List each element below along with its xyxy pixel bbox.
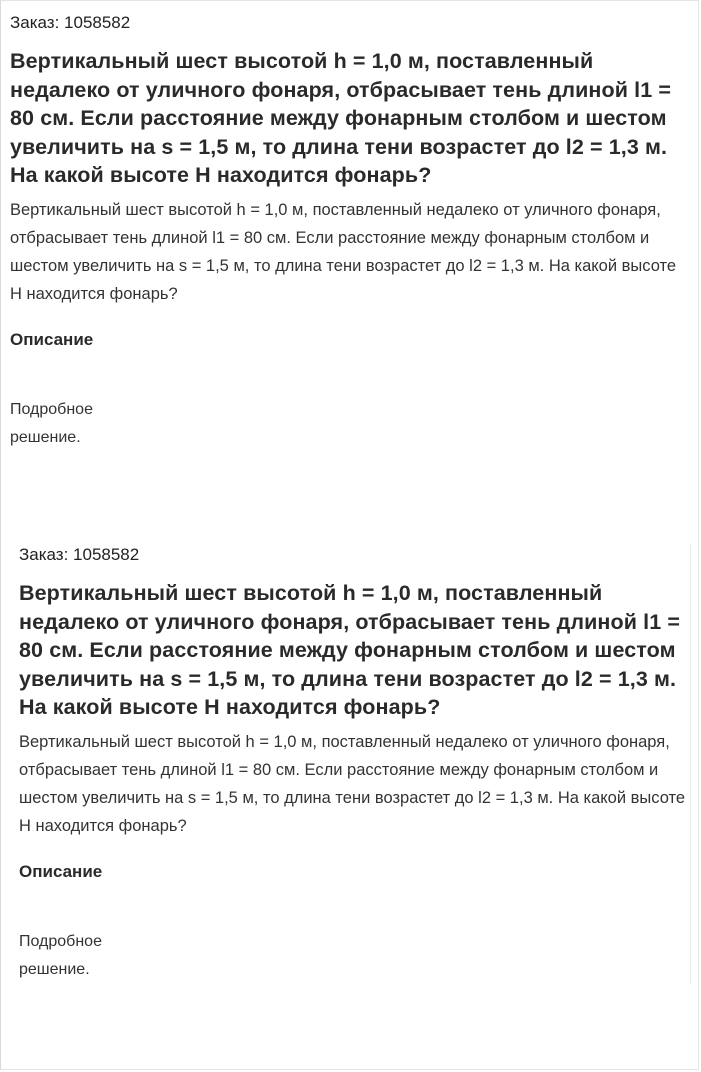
description-text: Подробное решение. [19,932,102,978]
order-number: Заказ: 1058582 [10,13,131,32]
order-number: Заказ: 1058582 [19,545,140,564]
problem-title: Вертикальный шест высотой h = 1,0 м, поставленный недалеко от уличного фонаря, отбрасывает тень длиной l1 = 80 см. Если расстояние между фонарным столбом и шестом увеличить на s = 1,5 м, то длина тени возрастет до l2 = 1,3 м. На какой высоте H находится фонарь? [10,49,671,187]
description-text: Подробное решение. [10,400,93,446]
problem-text: Вертикальный шест высотой h = 1,0 м, поставленный недалеко от уличного фонаря, отбрасывает тень длиной l1 = 80 см. Если расстояние между фонарным столбом и шестом увеличить на s = 1,5 м, то длина тени возрастет до l2 = 1,3 м. На какой высоте H находится фонарь? [10,200,677,303]
order-block-2 [11,543,691,984]
problem-title: Вертикальный шест высотой h = 1,0 м, поставленный недалеко от уличного фонаря, отбрасывает тень длиной l1 = 80 см. Если расстояние между фонарным столбом и шестом увеличить на s = 1,5 м, то длина тени возрастет до l2 = 1,3 м. На какой высоте H находится фонарь? [19,581,680,719]
description-heading: Описание [10,329,94,349]
order-block-1 [10,11,690,452]
problem-text: Вертикальный шест высотой h = 1,0 м, поставленный недалеко от уличного фонаря, отбрасывает тень длиной l1 = 80 см. Если расстояние между фонарным столбом и шестом увеличить на s = 1,5 м, то длина тени возрастет до l2 = 1,3 м. На какой высоте H находится фонарь? [19,732,686,835]
description-heading: Описание [19,861,103,881]
